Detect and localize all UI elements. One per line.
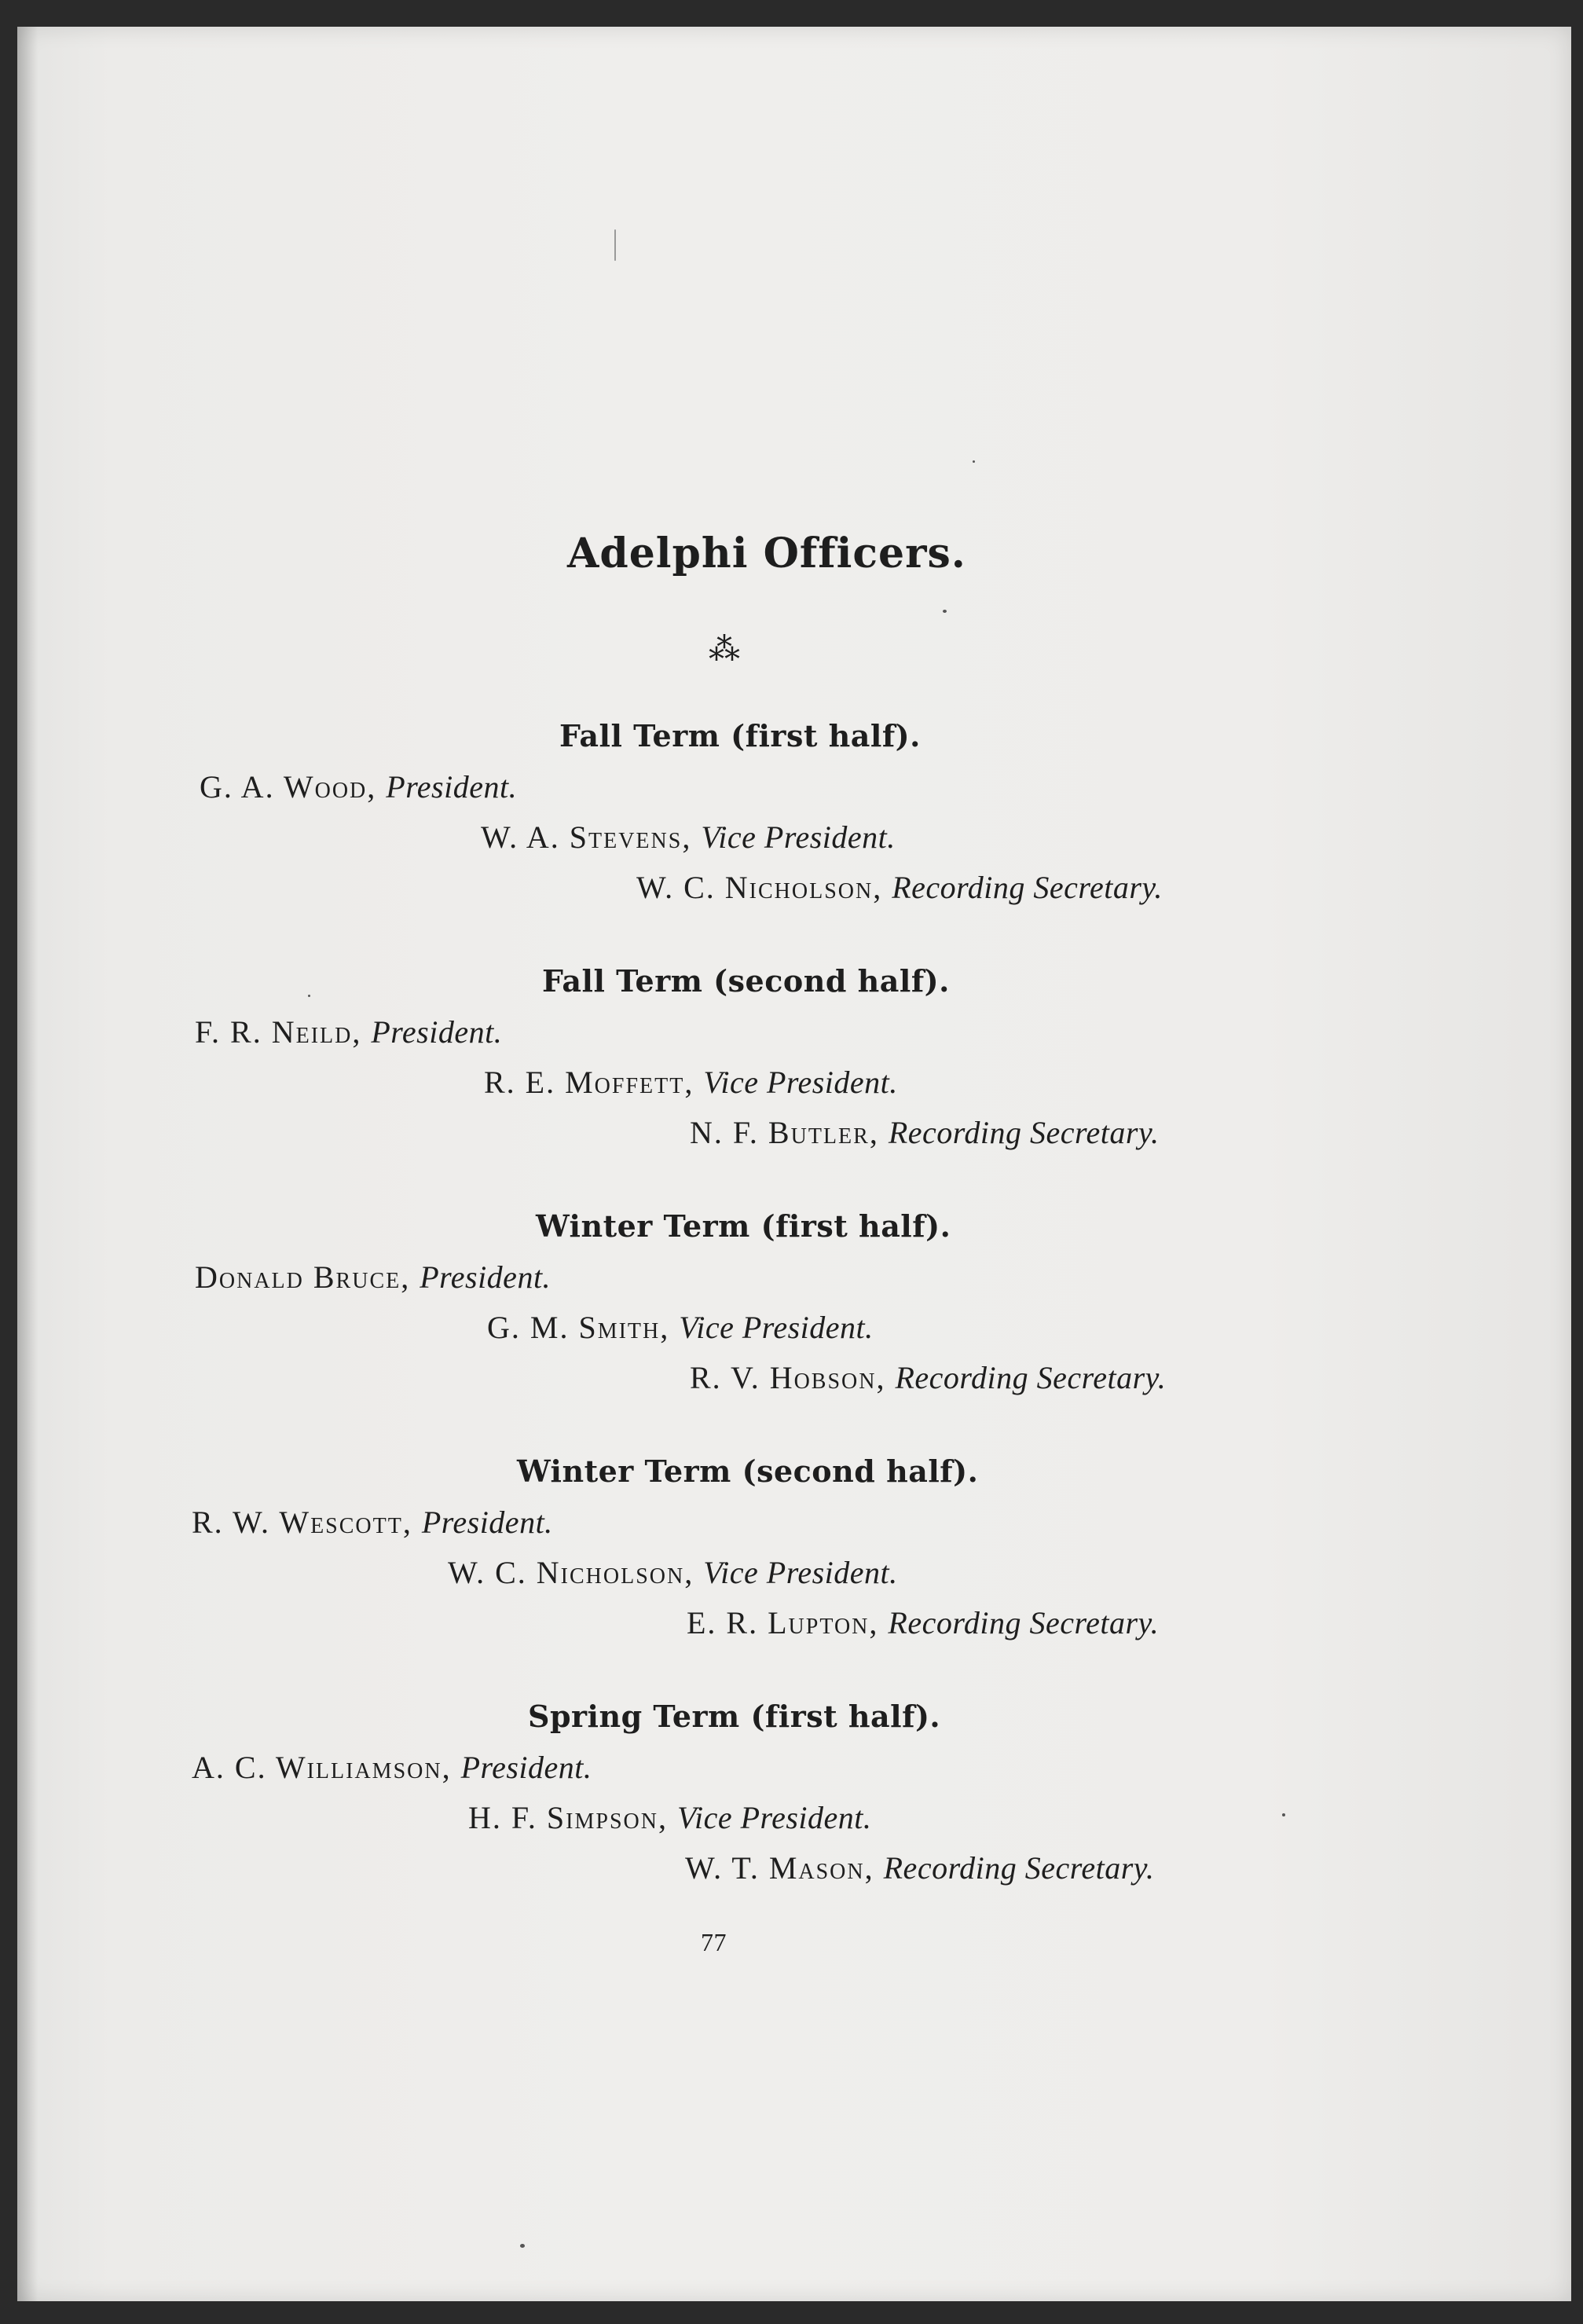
book-page (17, 27, 1571, 2301)
scan-speck (308, 995, 310, 997)
officer-separator: , (682, 819, 702, 855)
officer-name: H. F. Simpson (468, 1800, 658, 1835)
officer-vice-president (481, 819, 896, 856)
officer-president (192, 1504, 553, 1541)
officer-role: President. (420, 1259, 551, 1295)
officer-recording-secretary (636, 869, 1163, 906)
officer-separator: , (442, 1750, 461, 1785)
scan-speck (614, 229, 616, 261)
officer-role: President. (386, 769, 518, 805)
officer-name: R. V. Hobson (690, 1360, 877, 1395)
spine-shadow (17, 27, 38, 2301)
officer-recording-secretary (685, 1849, 1154, 1886)
officer-role: Recording Secretary. (888, 1605, 1160, 1640)
officer-role: Recording Secretary. (883, 1850, 1155, 1886)
officer-president (200, 768, 517, 805)
officer-role: Vice President. (703, 1555, 898, 1590)
officer-separator: , (367, 769, 387, 805)
officer-name: N. F. Butler (690, 1115, 870, 1150)
officer-role: Recording Secretary. (892, 870, 1163, 905)
officer-role: President. (371, 1014, 503, 1050)
officer-separator: , (402, 1505, 422, 1540)
officer-name: F. R. Neild (195, 1014, 353, 1050)
section-heading: Winter Term (second half). (517, 1453, 979, 1489)
officer-separator: , (684, 1555, 704, 1590)
officer-name: G. M. Smith (487, 1310, 661, 1345)
officer-recording-secretary (690, 1359, 1166, 1396)
officer-name: A. C. Williamson (192, 1750, 442, 1785)
officer-role: President. (421, 1505, 553, 1540)
officer-president (195, 1014, 502, 1050)
officer-name: R. E. Moffett (484, 1065, 685, 1100)
ornament-icon: ⁂ (709, 632, 741, 668)
officer-president (195, 1259, 551, 1296)
officer-role: Vice President. (701, 819, 896, 855)
officer-president (192, 1749, 592, 1786)
scan-speck (520, 2244, 525, 2248)
officer-name: W. C. Nicholson (448, 1555, 685, 1590)
officer-name: W. A. Stevens (481, 819, 683, 855)
scan-speck (1282, 1813, 1285, 1816)
page-number: 77 (701, 1928, 727, 1956)
officer-role: Vice President. (679, 1310, 874, 1345)
section-heading: Spring Term (first half). (528, 1699, 941, 1734)
officer-separator: , (684, 1065, 704, 1100)
officer-vice-president (468, 1799, 871, 1836)
officer-separator: , (660, 1310, 680, 1345)
section-heading: Fall Term (second half). (542, 963, 950, 999)
officer-separator: , (401, 1259, 420, 1295)
officer-vice-president (448, 1554, 898, 1591)
officer-separator: , (869, 1115, 889, 1150)
officer-separator: , (876, 1360, 896, 1395)
officer-name: E. R. Lupton (687, 1605, 870, 1640)
officer-name: R. W. Wescott (192, 1505, 403, 1540)
officer-role: Recording Secretary. (888, 1115, 1160, 1150)
officer-separator: , (864, 1850, 884, 1886)
section-heading: Fall Term (first half). (559, 718, 921, 753)
officer-name: W. T. Mason (685, 1850, 865, 1886)
officer-recording-secretary (690, 1114, 1160, 1151)
officer-vice-president (487, 1309, 874, 1346)
section-heading: Winter Term (first half). (536, 1208, 951, 1244)
officer-name: G. A. Wood (200, 769, 368, 805)
officer-role: Recording Secretary. (895, 1360, 1167, 1395)
officer-name: Donald Bruce (195, 1259, 401, 1295)
officer-separator: , (873, 870, 892, 905)
officer-name: W. C. Nicholson (636, 870, 874, 905)
officer-recording-secretary (687, 1604, 1159, 1641)
officer-role: Vice President. (703, 1065, 898, 1100)
officer-role: Vice President. (676, 1800, 872, 1835)
officer-separator: , (658, 1800, 677, 1835)
page-title: Adelphi Officers. (567, 530, 966, 577)
officer-vice-president (484, 1064, 898, 1101)
officer-separator: , (869, 1605, 889, 1640)
scan-speck (943, 610, 947, 613)
scan-speck (973, 460, 975, 463)
officer-separator: , (352, 1014, 372, 1050)
officer-role: President. (460, 1750, 592, 1785)
